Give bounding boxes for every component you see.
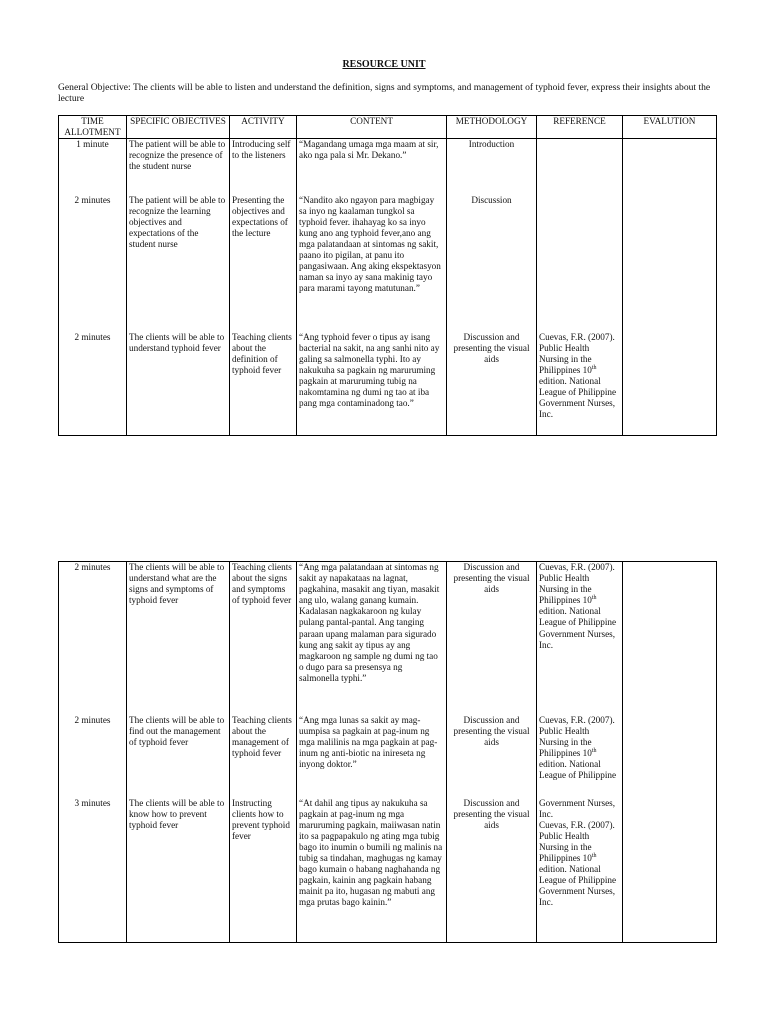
activity-cell: Teaching clients about the definition of typhoid fever [230,332,297,436]
time-cell: 2 minutes [59,715,127,798]
time-cell: 3 minutes [59,798,127,943]
reference-cell [537,139,623,195]
reference-cell: Government Nurses, Inc. Cuevas, F.R. (2007). Public Health Nursing in the Philippines 10th edition. National League of Philippine Government Nurses, Inc. [537,798,623,943]
objective-cell: The patient will be able to recognize the presence of the student nurse [127,139,230,195]
activity-cell: Teaching clients about the signs and symptoms of typhoid fever [230,562,297,715]
method-cell: Discussion and presenting the visual aids [447,332,537,436]
time-cell: 2 minutes [59,195,127,332]
resource-unit-table-page-1 [58,115,717,436]
objective-cell: The clients will be able to find out the management of typhoid fever [127,715,230,798]
header-time-allotment: TIME ALLOTMENT [59,116,127,139]
activity-cell: Presenting the objectives and expectations of the lecture [230,195,297,332]
method-cell: Discussion and presenting the visual aids [447,798,537,943]
table-row [59,195,717,332]
content-cell: “Nandito ako ngayon para magbigay sa inyo ng kaalaman tungkol sa typhoid fever. ihahayag ko sa inyo kung ano ang typhoid fever,ano ang mga palatandaan at sintomas ng sakit, paano ito pigilan, at panu ito pangasiwaan. Ang aking ekspektasyon naman sa inyo ay sana makinig tayo para marami tayong matutunan.” [297,195,447,332]
header-row [59,116,717,139]
header-content: CONTENT [297,116,447,139]
content-cell: “Magandang umaga mga maam at sir, ako nga pala si Mr. Dekano.” [297,139,447,195]
method-cell: Discussion and presenting the visual aids [447,562,537,715]
reference-cell: Cuevas, F.R. (2007). Public Health Nursing in the Philippines 10th edition. National League of Philippine [537,715,623,798]
table-row [59,798,717,943]
objective-cell: The clients will be able to know how to prevent typhoid fever [127,798,230,943]
content-cell: “Ang mga palatandaan at sintomas ng sakit ay napakataas na lagnat, pagkahina, masakit ang tiyan, masakit ang ulo, walang ganang kumain. Kadalasan nagkakaroon ng kulay pulang pantal-pantal. Ang tanging paraan upang malaman para sigurado kung ang sakit ay tipus ay ang magkaroon ng sample ng dumi ng tao o dugo para sa presensya ng salmonella typhi.” [297,562,447,715]
activity-cell: Instructing clients how to prevent typhoid fever [230,798,297,943]
method-cell: Discussion [447,195,537,332]
document-title: RESOURCE UNIT [342,59,426,70]
content-cell: “Ang mga lunas sa sakit ay mag-uumpisa sa pagkain at pag-inum ng mga malilinis na mga pagkain at pag-inum ng anti-biotic na inireseta ng inyong doktor.” [297,715,447,798]
evaluation-cell [623,195,717,332]
evaluation-cell [623,332,717,436]
header-activity: ACTIVITY [230,116,297,139]
reference-cell [537,195,623,332]
objective-cell: The patient will be able to recognize the learning objectives and expectations of the student nurse [127,195,230,332]
time-cell: 2 minutes [59,562,127,715]
content-cell: “At dahil ang tipus ay nakukuha sa pagkain at pag-inum ng mga maruruming pagkain, maiiwasan natin ito sa pagpapakulo ng ating mga tubig bago ito inumin o bumili ng malinis na tubig sa tindahan, maghugas ng kamay bago kumain o habang naghahanda ng pagkain, kainin ang pagkain habang mainit pa ito, hugasan ng mabuti ang mga prutas bago kainin.” [297,798,447,943]
header-reference: REFERENCE [537,116,623,139]
activity-cell: Introducing self to the listeners [230,139,297,195]
header-evaluation: EVALUTION [623,116,717,139]
evaluation-cell [623,715,717,798]
table-row [59,332,717,436]
header-specific-objectives: SPECIFIC OBJECTIVES [127,116,230,139]
time-cell: 2 minutes [59,332,127,436]
objective-cell: The clients will be able to understand typhoid fever [127,332,230,436]
evaluation-cell [623,798,717,943]
activity-cell: Teaching clients about the management of typhoid fever [230,715,297,798]
table-row [59,562,717,715]
reference-cell: Cuevas, F.R. (2007). Public Health Nursing in the Philippines 10th edition. National League of Philippine Government Nurses, Inc. [537,332,623,436]
reference-cell: Cuevas, F.R. (2007). Public Health Nursing in the Philippines 10th edition. National League of Philippine Government Nurses, Inc. [537,562,623,715]
table-row [59,139,717,195]
resource-unit-table-page-2 [58,561,717,943]
table-row [59,715,717,798]
method-cell: Introduction [447,139,537,195]
time-cell: 1 minute [59,139,127,195]
objective-cell: The clients will be able to understand what are the signs and symptoms of typhoid fever [127,562,230,715]
method-cell: Discussion and presenting the visual aids [447,715,537,798]
header-methodology: METHODOLOGY [447,116,537,139]
general-objective: General Objective: The clients will be able to listen and understand the definition, signs and symptoms, and management of typhoid fever, express their insights about the lecture [58,82,711,104]
evaluation-cell [623,139,717,195]
content-cell: “Ang typhoid fever o tipus ay isang bacterial na sakit, na ang sanhi nito ay galing sa salmonella typhi. Ito ay nakukuha sa pagkain ng maruruming pagkain at maruruming tubig na nakomtamina ng dumi ng tao at iba pang mga contaminadong tao.” [297,332,447,436]
evaluation-cell [623,562,717,715]
